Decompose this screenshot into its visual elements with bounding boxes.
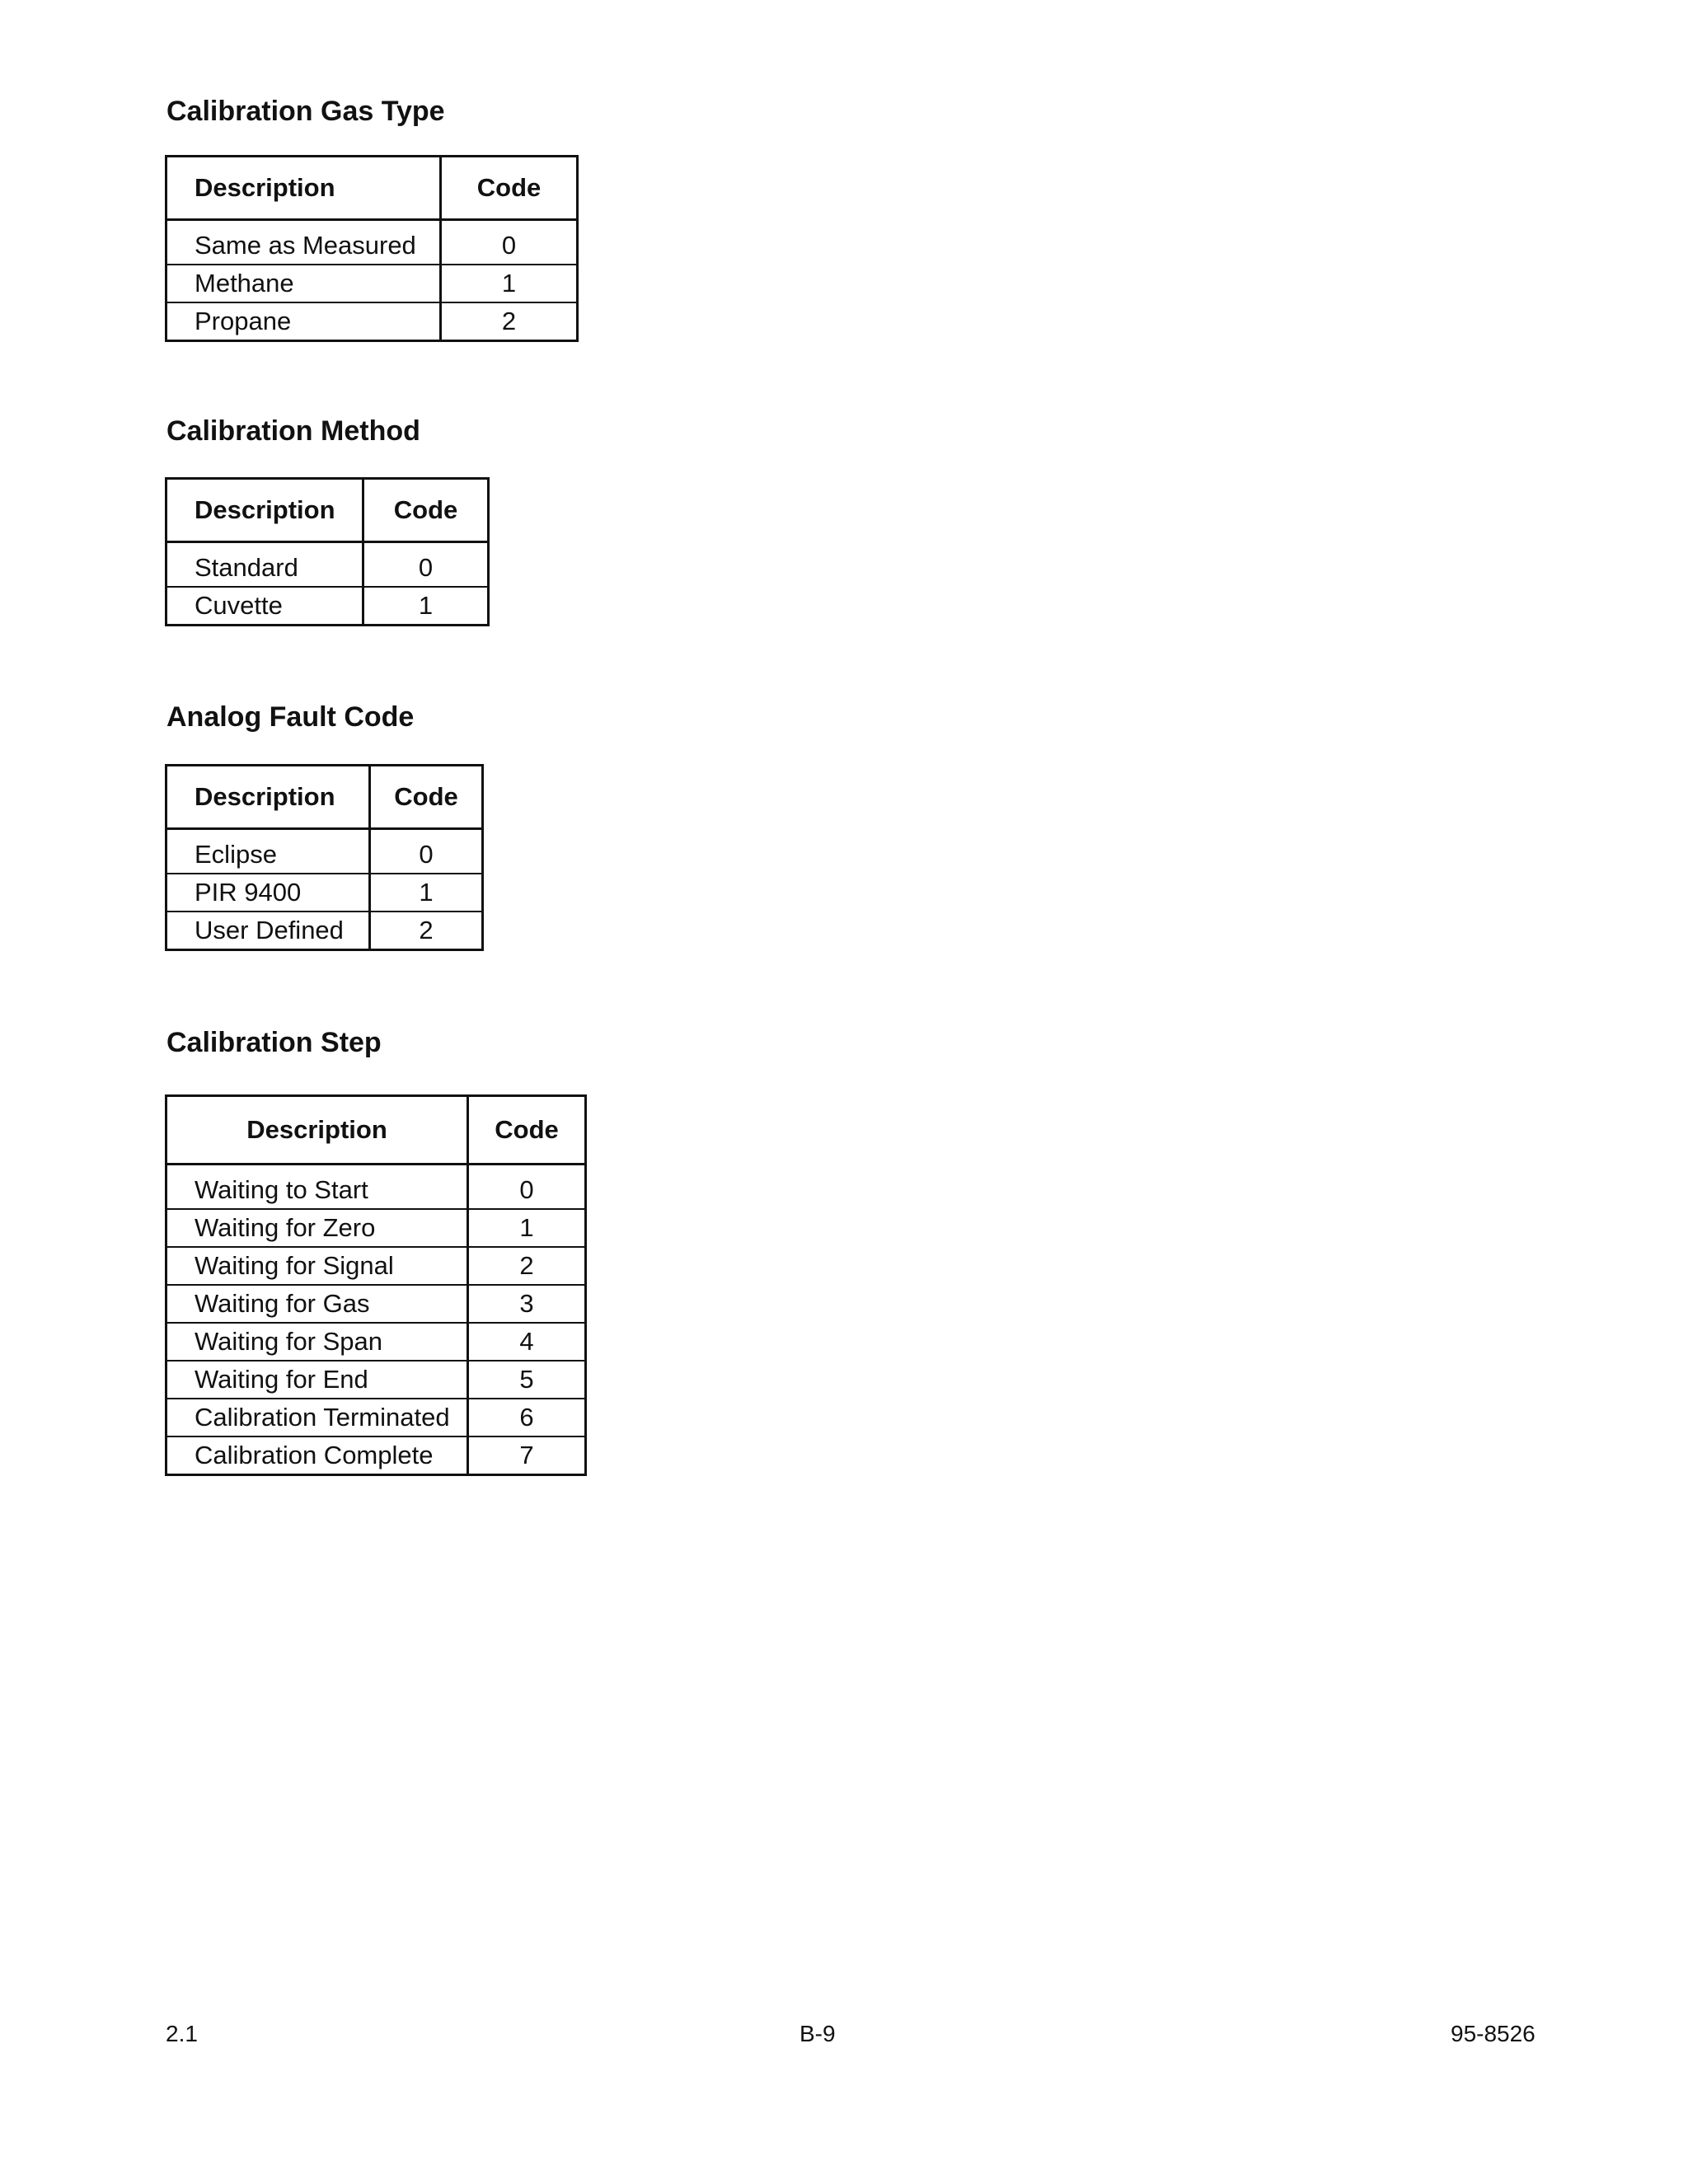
section-title: Calibration Gas Type bbox=[166, 96, 445, 127]
column-header: Code bbox=[370, 766, 483, 829]
footer-revision: 2.1 bbox=[166, 2021, 198, 2046]
code-cell: 0 bbox=[468, 1172, 586, 1209]
section-title: Analog Fault Code bbox=[166, 701, 415, 733]
table-row bbox=[166, 587, 489, 626]
table-row bbox=[166, 1247, 586, 1285]
description-cell: Calibration Complete bbox=[166, 1436, 468, 1475]
column-header: Description bbox=[166, 479, 363, 542]
description-cell: Waiting for End bbox=[166, 1361, 468, 1399]
table-row bbox=[166, 1361, 586, 1399]
code-cell: 1 bbox=[441, 265, 578, 302]
calibration-gas-type-table bbox=[165, 155, 579, 342]
code-cell: 1 bbox=[468, 1209, 586, 1247]
code-cell: 0 bbox=[370, 837, 483, 874]
description-cell: Same as Measured bbox=[166, 227, 441, 265]
table-row bbox=[166, 1399, 586, 1436]
table-row bbox=[166, 550, 489, 587]
column-header: Description bbox=[166, 157, 441, 220]
code-cell: 1 bbox=[370, 874, 483, 912]
description-cell: Waiting to Start bbox=[166, 1172, 468, 1209]
column-header: Code bbox=[468, 1096, 586, 1165]
description-cell: User Defined bbox=[166, 912, 370, 950]
table-row bbox=[166, 912, 483, 950]
table-header-row bbox=[166, 766, 483, 829]
column-header: Code bbox=[441, 157, 578, 220]
column-header: Description bbox=[166, 1096, 468, 1165]
code-cell: 2 bbox=[468, 1247, 586, 1285]
description-cell: Methane bbox=[166, 265, 441, 302]
calibration-method-table bbox=[165, 477, 490, 626]
table-header-row bbox=[166, 1096, 586, 1165]
description-cell: Cuvette bbox=[166, 587, 363, 626]
table-row bbox=[166, 227, 578, 265]
table-row bbox=[166, 1285, 586, 1323]
table-row bbox=[166, 1436, 586, 1475]
code-cell: 4 bbox=[468, 1323, 586, 1361]
description-cell: Waiting for Span bbox=[166, 1323, 468, 1361]
description-cell: Standard bbox=[166, 550, 363, 587]
code-cell: 2 bbox=[370, 912, 483, 950]
table-row bbox=[166, 265, 578, 302]
table-row bbox=[166, 1209, 586, 1247]
code-cell: 1 bbox=[363, 587, 489, 626]
description-cell: Propane bbox=[166, 302, 441, 341]
table-row bbox=[166, 874, 483, 912]
analog-fault-code-table bbox=[165, 764, 484, 951]
code-cell: 5 bbox=[468, 1361, 586, 1399]
table-row bbox=[166, 837, 483, 874]
code-cell: 2 bbox=[441, 302, 578, 341]
code-cell: 0 bbox=[363, 550, 489, 587]
table-row bbox=[166, 302, 578, 341]
footer-document-number: 95-8526 bbox=[1451, 2021, 1536, 2046]
description-cell: Waiting for Zero bbox=[166, 1209, 468, 1247]
description-cell: Waiting for Gas bbox=[166, 1285, 468, 1323]
description-cell: Waiting for Signal bbox=[166, 1247, 468, 1285]
footer-page-number: B-9 bbox=[799, 2021, 836, 2046]
code-cell: 6 bbox=[468, 1399, 586, 1436]
code-cell: 7 bbox=[468, 1436, 586, 1475]
section-title: Calibration Method bbox=[166, 415, 420, 447]
section-title: Calibration Step bbox=[166, 1027, 382, 1058]
calibration-step-table bbox=[165, 1094, 587, 1476]
column-header: Code bbox=[363, 479, 489, 542]
column-header: Description bbox=[166, 766, 370, 829]
description-cell: Calibration Terminated bbox=[166, 1399, 468, 1436]
table-header-row bbox=[166, 479, 489, 542]
description-cell: PIR 9400 bbox=[166, 874, 370, 912]
code-cell: 0 bbox=[441, 227, 578, 265]
table-row bbox=[166, 1323, 586, 1361]
table-row bbox=[166, 1172, 586, 1209]
code-cell: 3 bbox=[468, 1285, 586, 1323]
table-header-row bbox=[166, 157, 578, 220]
description-cell: Eclipse bbox=[166, 837, 370, 874]
